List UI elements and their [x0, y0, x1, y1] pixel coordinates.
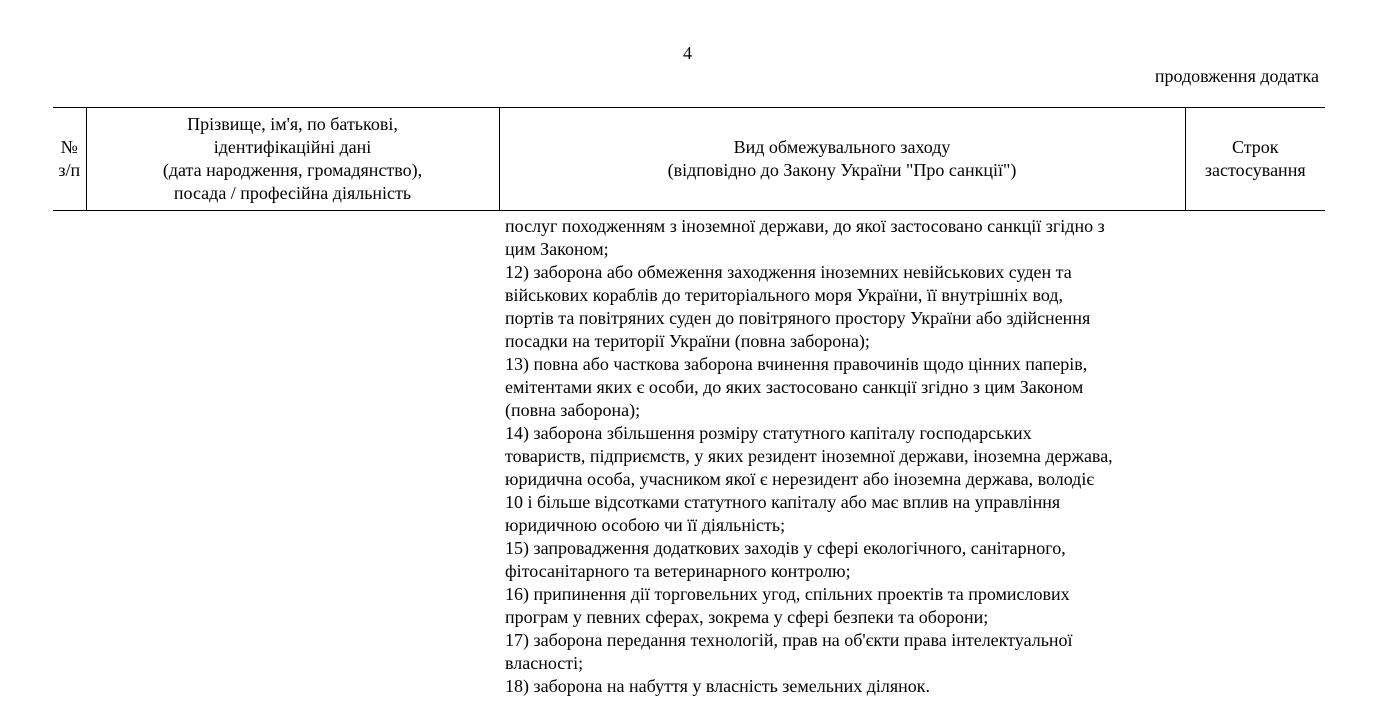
table-row — [53, 211, 1325, 699]
header-term-line: Строк — [1231, 136, 1279, 157]
measure-text-line: емітентами яких є особи, до яких застосовано санкції згідно з цим Законом — [505, 377, 1084, 397]
header-measure-line: Вид обмежувального заходу — [733, 136, 951, 157]
measure-text-line: послуг походженням з іноземної держави, до якої застосовано санкції згідно з — [505, 216, 1105, 236]
header-num-line: № — [60, 136, 78, 157]
continuation-label: продовження додатка — [1154, 66, 1319, 86]
header-measure — [499, 108, 1185, 211]
measure-text-line: 13) повна або часткова заборона вчинення правочинів щодо цінних паперів, — [505, 354, 1088, 374]
measure-text-line: товариств, підприємств, у яких резидент іноземної держави, іноземна держава, — [505, 446, 1113, 466]
header-person-line: ідентифікаційні дані — [213, 136, 372, 157]
header-num — [53, 108, 86, 211]
page-number: 4 — [683, 43, 692, 63]
sanctions-table — [53, 107, 1325, 698]
cell-measure — [499, 211, 1185, 699]
cell-term — [1185, 211, 1325, 699]
measure-text-line: 12) заборона або обмеження заходження іноземних невійськових суден та — [505, 262, 1072, 282]
measure-text-line: юридична особа, учасником якої є нерезидент або іноземна держава, володіє — [505, 469, 1095, 489]
measure-text-line: військових кораблів до територіального моря України, її внутрішніх вод, — [505, 285, 1064, 305]
header-num-line: з/п — [58, 159, 81, 180]
measure-text-line: (повна заборона); — [505, 400, 641, 420]
measure-text-line: фітосанітарного та ветеринарного контролю; — [505, 561, 851, 581]
measure-text-line: програм у певних сферах, зокрема у сфері безпеки та оборони; — [505, 607, 989, 627]
measure-text-line: 16) припинення дії торговельних угод, спільних проектів та промислових — [505, 584, 1070, 604]
cell-person — [86, 211, 499, 699]
measure-text-line: власності; — [505, 653, 584, 673]
header-person-line: (дата народження, громадянство), — [162, 159, 423, 180]
header-measure-line: (відповідно до Закону України "Про санкції") — [667, 159, 1017, 180]
cell-num — [53, 211, 86, 699]
header-person-line: Прізвище, ім'я, по батькові, — [187, 113, 398, 134]
measure-text-line: портів та повітряних суден до повітряного простору України або здійснення — [505, 308, 1091, 328]
table-header-row — [53, 108, 1325, 211]
measure-text-line: цим Законом; — [505, 239, 609, 259]
measure-text-line: 14) заборона збільшення розміру статутного капіталу господарських — [505, 423, 1032, 443]
measure-text-line: юридичною особою чи її діяльність; — [505, 515, 786, 535]
header-person — [86, 108, 499, 211]
measure-text-line: 17) заборона передання технологій, прав на об'єкти права інтелектуальної — [505, 630, 1073, 650]
measure-text-line: 18) заборона на набуття у власність земельних ділянок. — [505, 676, 931, 696]
header-person-line: посада / професійна діяльність — [173, 182, 412, 203]
header-term-line: застосування — [1204, 159, 1306, 180]
measure-text-line: 15) запровадження додаткових заходів у сфері екологічного, санітарного, — [505, 538, 1066, 558]
header-term — [1185, 108, 1325, 211]
measure-text-line: посадки на території України (повна заборона); — [505, 331, 870, 351]
measure-text-line: 10 і більше відсотками статутного капіталу або має вплив на управління — [505, 492, 1061, 512]
